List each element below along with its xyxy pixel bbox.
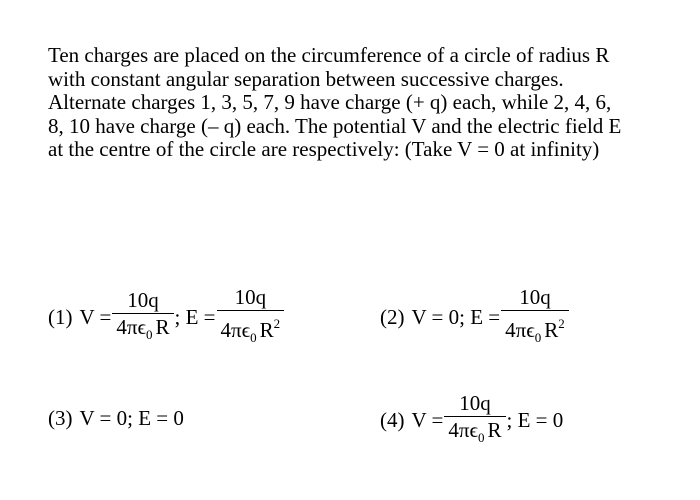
option-4-fraction (444, 392, 505, 449)
option-1-separator: ; E = (174, 305, 216, 329)
option-4[interactable] (380, 392, 563, 449)
denominator-coefficient: 4πϵ (116, 315, 146, 339)
option-4-prefix: V = (411, 408, 444, 432)
epsilon-subscript: 0 (146, 327, 153, 342)
question-text: Ten charges are placed on the circumference of a circle of radius R with constant angular separation between successive charges. Alternate charges 1, 3, 5, 7, 9 have charge (+ q) each, while 2, 4, 6, 8, 10 have charge (– q) each. The potential V and the electric field E at the centre of the circle are respectively: (Take V = 0 at infinity) (48, 43, 622, 161)
option-3-text: V = 0; E = 0 (79, 406, 184, 430)
option-3-number: (3) (48, 406, 73, 430)
epsilon-subscript: 0 (478, 430, 485, 445)
option-1-number: (1) (48, 305, 73, 329)
option-4-suffix: ; E = 0 (506, 408, 564, 432)
radius-symbol: R (544, 318, 559, 342)
option-4-number: (4) (380, 408, 405, 432)
option-3[interactable] (48, 406, 184, 431)
option-2-fraction (501, 286, 569, 349)
denominator-coefficient: 4πϵ (505, 318, 535, 342)
option-1[interactable] (48, 286, 285, 349)
option-2-number: (2) (380, 305, 405, 329)
radius-symbol: R (487, 418, 502, 442)
epsilon-subscript: 0 (534, 330, 542, 345)
option-4-numerator: 10q (459, 391, 491, 415)
option-1-v-fraction (112, 289, 173, 346)
denominator-coefficient: 4πϵ (448, 418, 478, 442)
radius-exponent: 2 (273, 316, 281, 331)
option-1-v-denominator (112, 314, 173, 346)
option-2[interactable] (380, 286, 570, 349)
option-2-numerator: 10q (519, 285, 551, 309)
radius-exponent: 2 (558, 316, 565, 331)
denominator-coefficient: 4πϵ (220, 318, 251, 342)
option-1-e-denominator (217, 311, 285, 349)
option-2-prefix: V = 0; E = (411, 305, 501, 329)
epsilon-subscript: 0 (250, 330, 257, 345)
option-1-e-fraction (217, 286, 285, 349)
option-1-v-numerator: 10q (127, 288, 159, 312)
option-1-v-prefix: V = (79, 305, 112, 329)
radius-symbol: R (259, 318, 274, 342)
option-2-denominator (501, 311, 569, 349)
option-1-e-numerator: 10q (234, 285, 267, 309)
option-4-denominator (444, 417, 505, 449)
radius-symbol: R (155, 315, 170, 339)
